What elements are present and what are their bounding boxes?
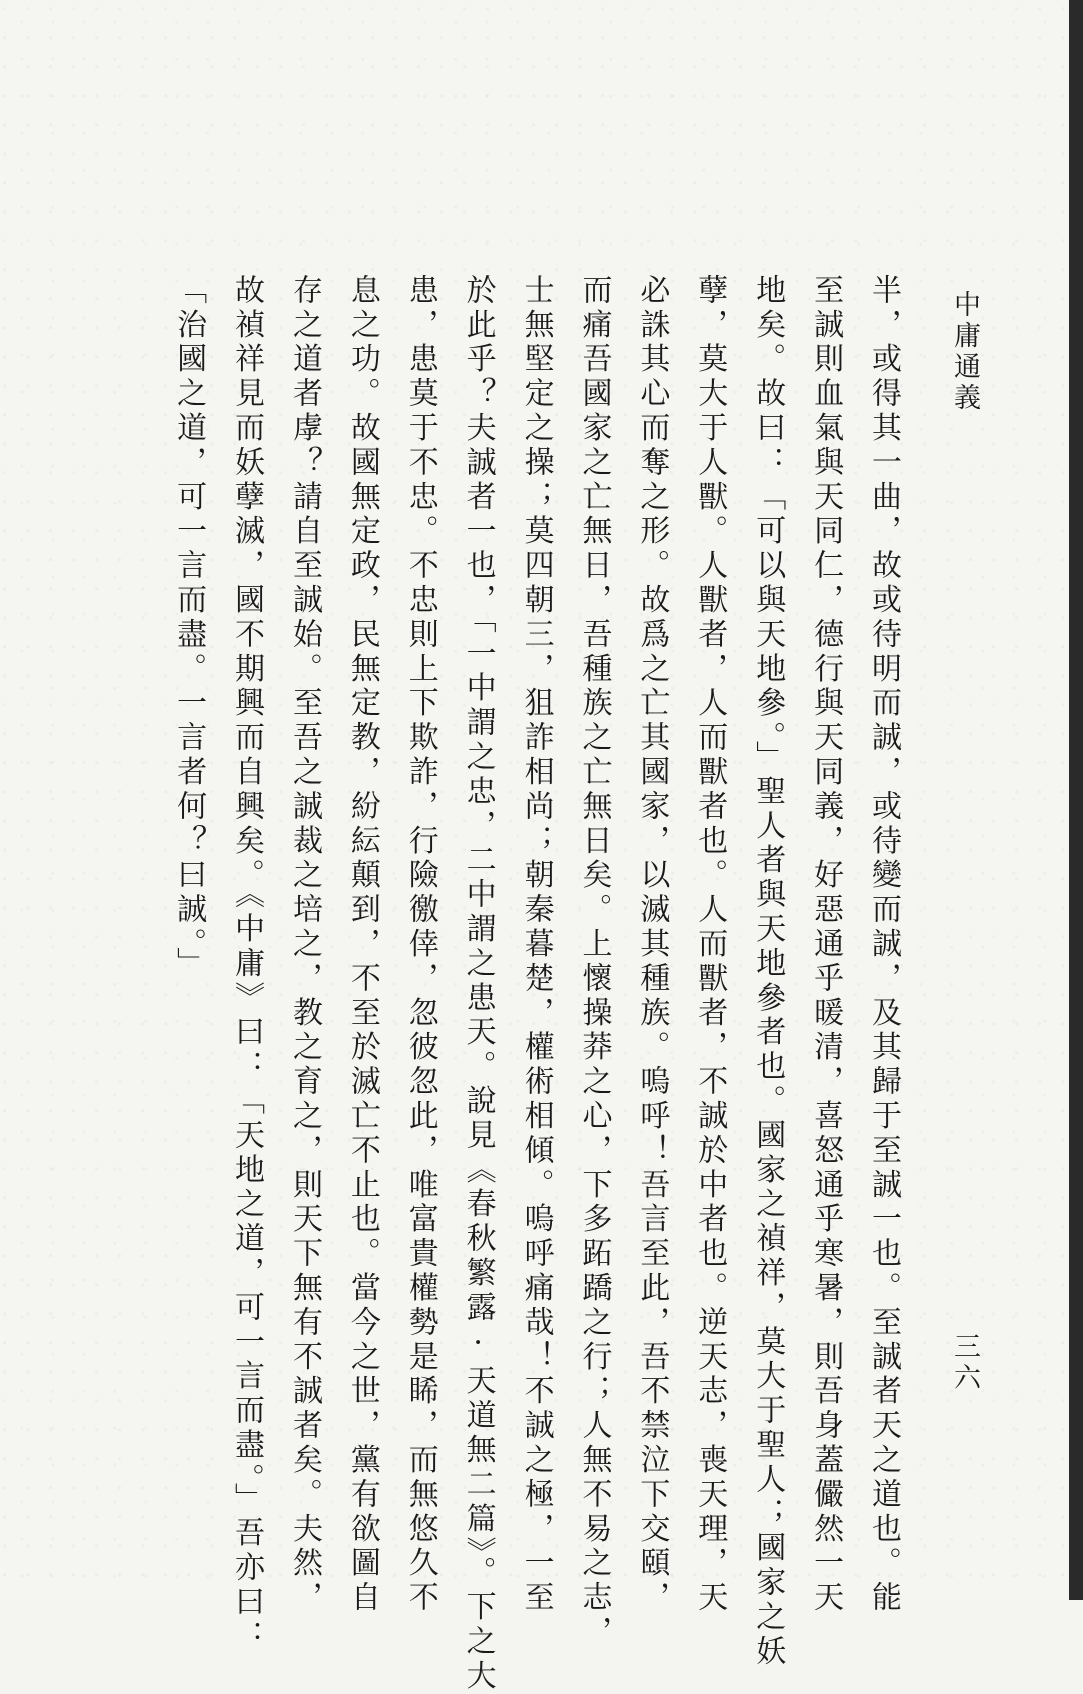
text-column: 地矣。故曰：「可以與天地參。」聖人者與天地參者也。國家之禎祥，莫大于聖人；國家之妖 [750,274,786,1670]
text-column: 故禎祥見而妖孽滅，國不期興而自興矣。《中庸》曰：「天地之道，可一言而盡。」吾亦曰： [229,274,265,1655]
text-column: 孽，莫大于人獸。人獸者，人而獸者也。人而獸者，不誠於中者也。逆天志，喪天理，天 [692,274,728,1616]
text-column: 存之道者虖？請自至誠始。至吾之誠裁之培之，教之育之，則天下無有不誠者矣。夫然， [286,274,322,1616]
running-header-title: 中庸通義 [949,290,980,414]
page-number: 三六 [949,1332,980,1394]
text-column: 「治國之道，可一言而盡。一言者何？曰誠。」 [171,274,207,982]
text-column: 息之功。故國無定政，民無定教，紛紜顛到，不至於滅亡不止也。當今之世，黨有欲圖自 [344,274,380,1616]
body-text [171,274,912,1694]
text-column: 而痛吾國家之亡無日，吾種族之亡無日矣。上懷操莽之心，下多跖蹻之行；人無不易之志， [576,274,612,1650]
text-column: 至誠則血氣與天同仁，德行與天同義，好惡通乎暖清，喜怒通乎寒暑，則吾身蓋儼然一天 [808,274,844,1616]
text-column: 半，或得其一曲，故或待明而誠，或待變而誠，及其歸于至誠一也。至誠者天之道也。能 [866,274,901,1616]
text-column: 士無堅定之操；莫四朝三，狙詐相尚；朝秦暮楚，權術相傾。嗚呼痛哉！不誠之極，一至 [518,274,554,1616]
text-column: 患，患莫于不忠。不忠則上下欺詐，行險徼倖，忽彼忽此，唯富貴權勢是睎，而無悠久不 [402,274,438,1616]
text-column: 必誅其心而奪之形。故爲之亡其國家，以滅其種族。嗚呼！吾言至此，吾不禁泣下交頤， [634,274,670,1616]
text-column: 於此乎？夫誠者一也，「一中謂之忠，二中謂之患天。說見《春秋繁露·天道無二篇》。下之大 [460,274,496,1694]
scan-edge [1069,0,1083,1600]
